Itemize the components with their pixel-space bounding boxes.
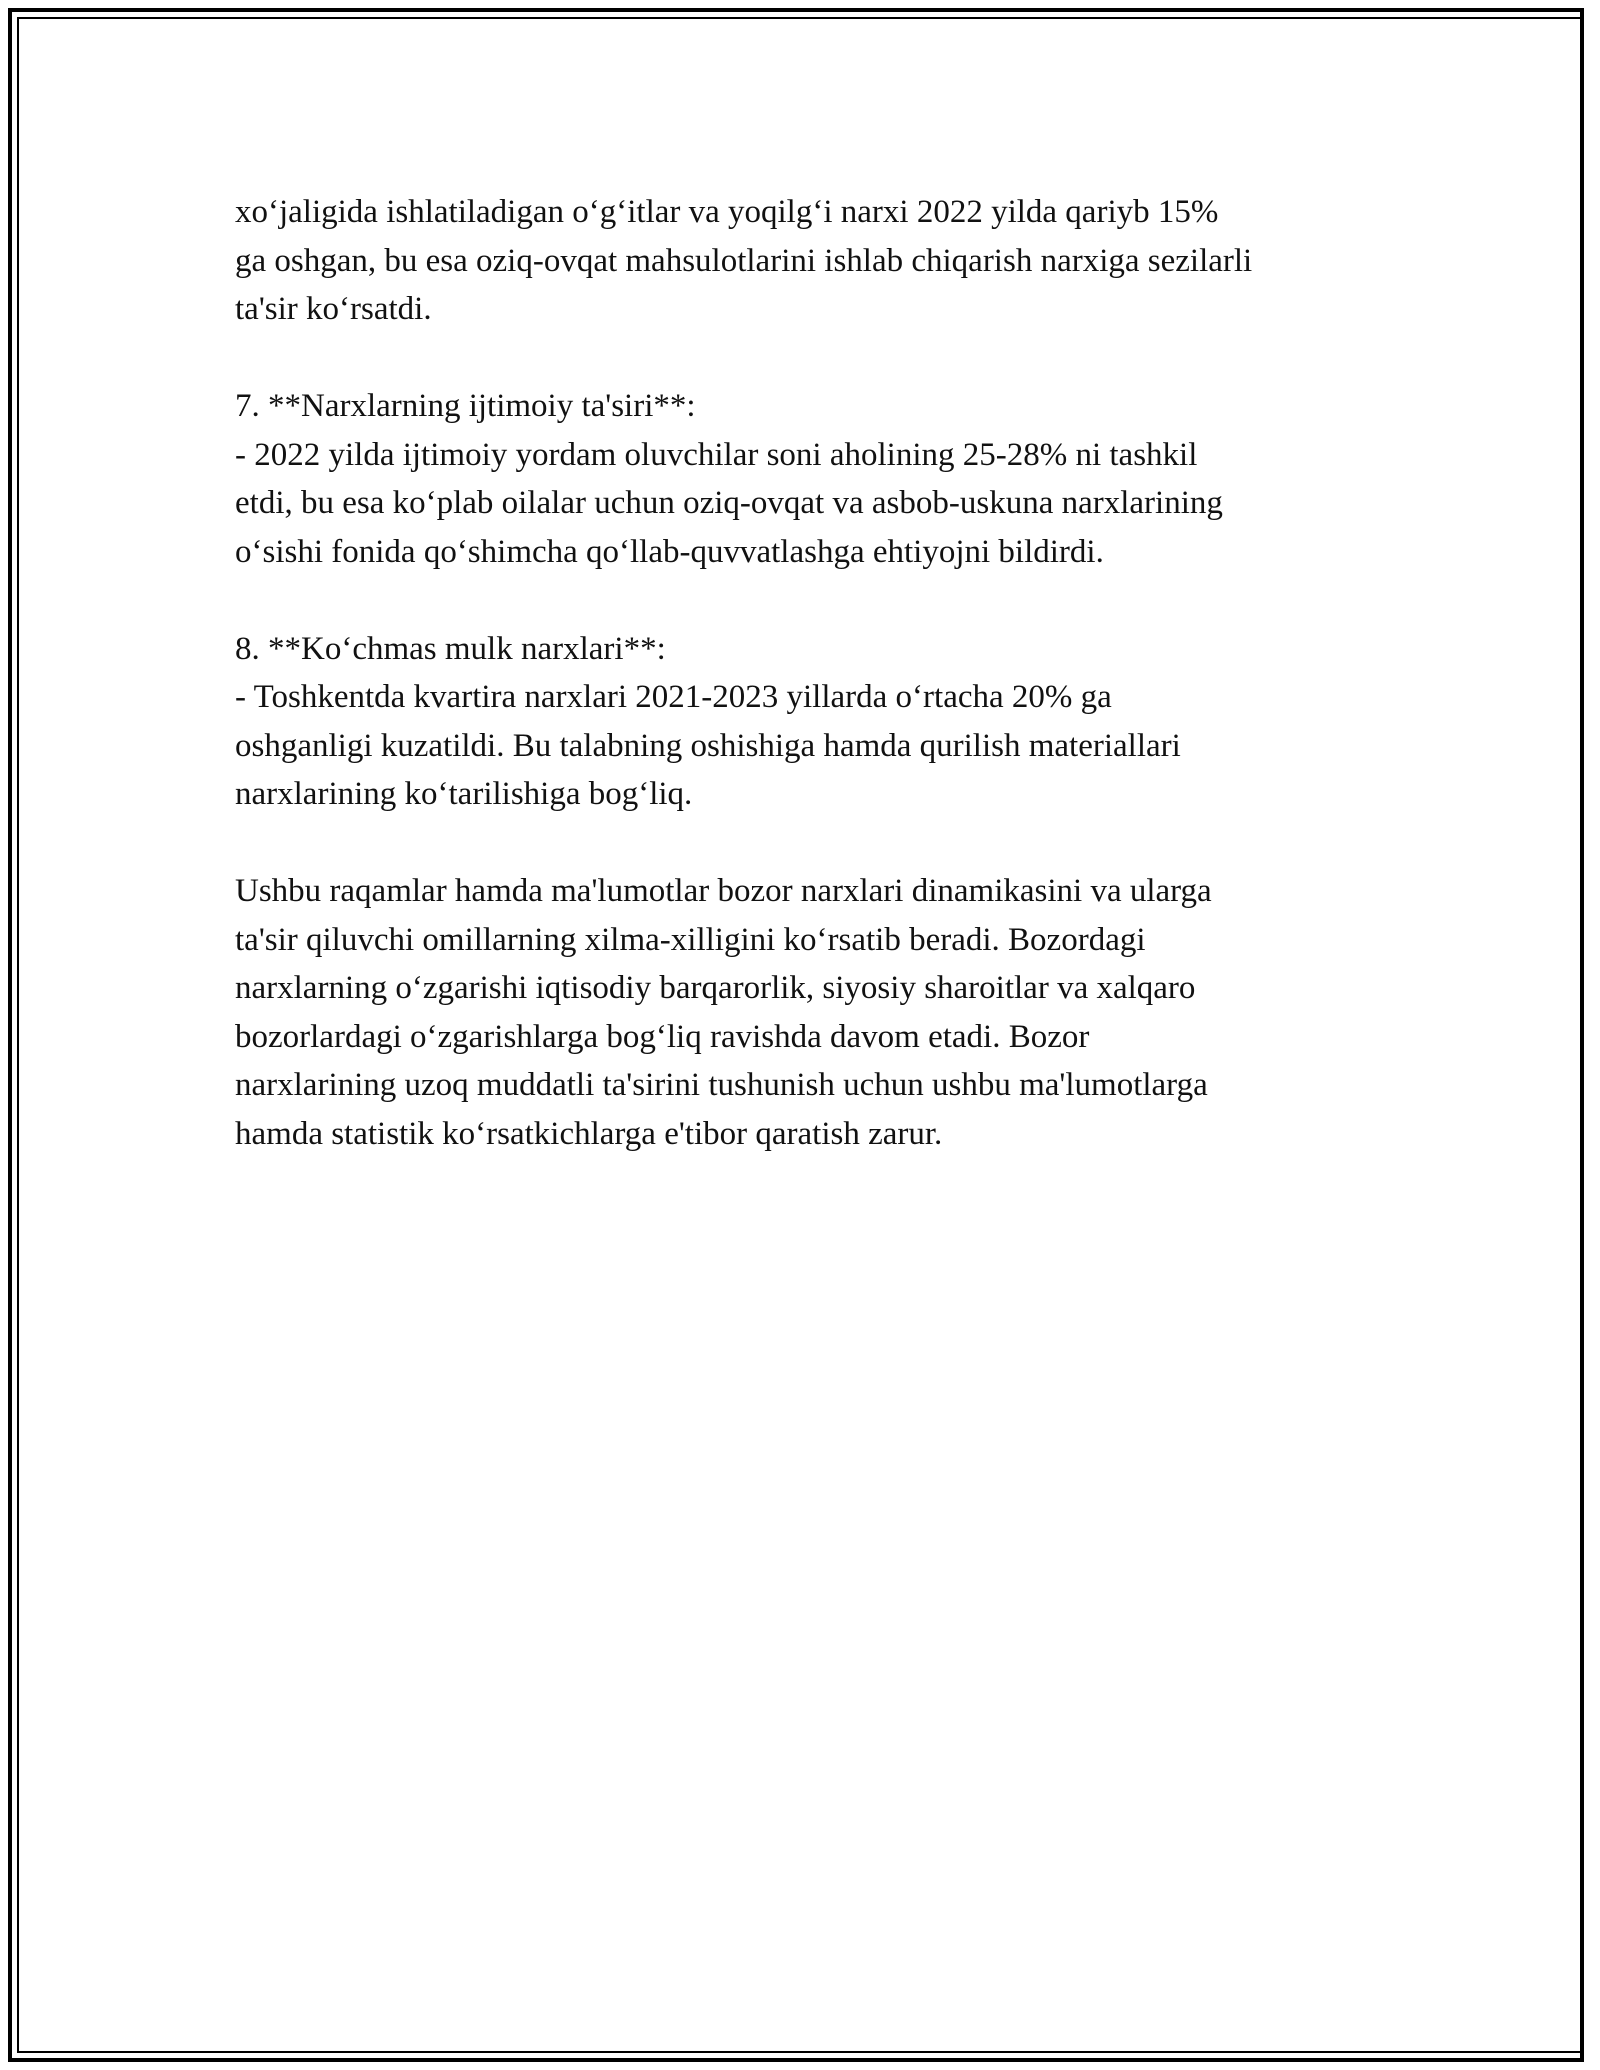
paragraph-spacer (235, 334, 1385, 383)
list-item-title: 7. **Narxlarning ijtimoiy ta'siri**: (235, 388, 696, 424)
paragraph-spacer (235, 819, 1385, 868)
conclusion-paragraph: Ushbu raqamlar hamda ma'lumotlar bozor narxlari dinamikasini va ularga ta'sir qiluvchi omillarning xilma-xilligini ko‘rsatib beradi. Bozordagi narxlarning o‘zgarishi iqtisodiy barqarorlik, siyosiy sharoitlar va xalqaro bozorlardagi o‘zgarishlarga bog‘liq ravishda davom etadi. Bozor narxlarining uzoq muddatli ta'sirini tushunish uchun ushbu ma'lumotlarga hamda statistik ko‘rsatkichlarga e'tibor qaratish zarur. (235, 873, 1212, 1152)
list-item-8 (235, 625, 1385, 819)
list-item-body: - 2022 yilda ijtimoiy yordam oluvchilar soni aholining 25-28% ni tashkil etdi, bu esa ko‘plab oilalar uchun oziq-ovqat va asbob-uskuna narxlarining o‘sishi fonida qo‘shimcha qo‘llab-quvvatlashga ehtiyojni bildirdi. (235, 436, 1223, 570)
list-item-body: - Toshkentda kvartira narxlari 2021-2023 yillarda o‘rtacha 20% ga oshganligi kuzatildi. Bu talabning oshishiga hamda qurilish materiallari narxlarining ko‘tarilishiga bog‘liq. (235, 679, 1181, 812)
list-item-title: 8. **Ko‘chmas mulk narxlari**: (235, 630, 666, 667)
list-item-7 (235, 382, 1385, 576)
document-body (235, 188, 1385, 1158)
intro-paragraph: xo‘jaligida ishlatiladigan o‘g‘itlar va yoqilg‘i narxi 2022 yilda qariyb 15% ga oshgan, bu esa oziq-ovqat mahsulotlarini ishlab chiqarish narxiga sezilarli ta'sir ko‘rsatdi. (235, 194, 1253, 327)
paragraph-spacer (235, 576, 1385, 625)
